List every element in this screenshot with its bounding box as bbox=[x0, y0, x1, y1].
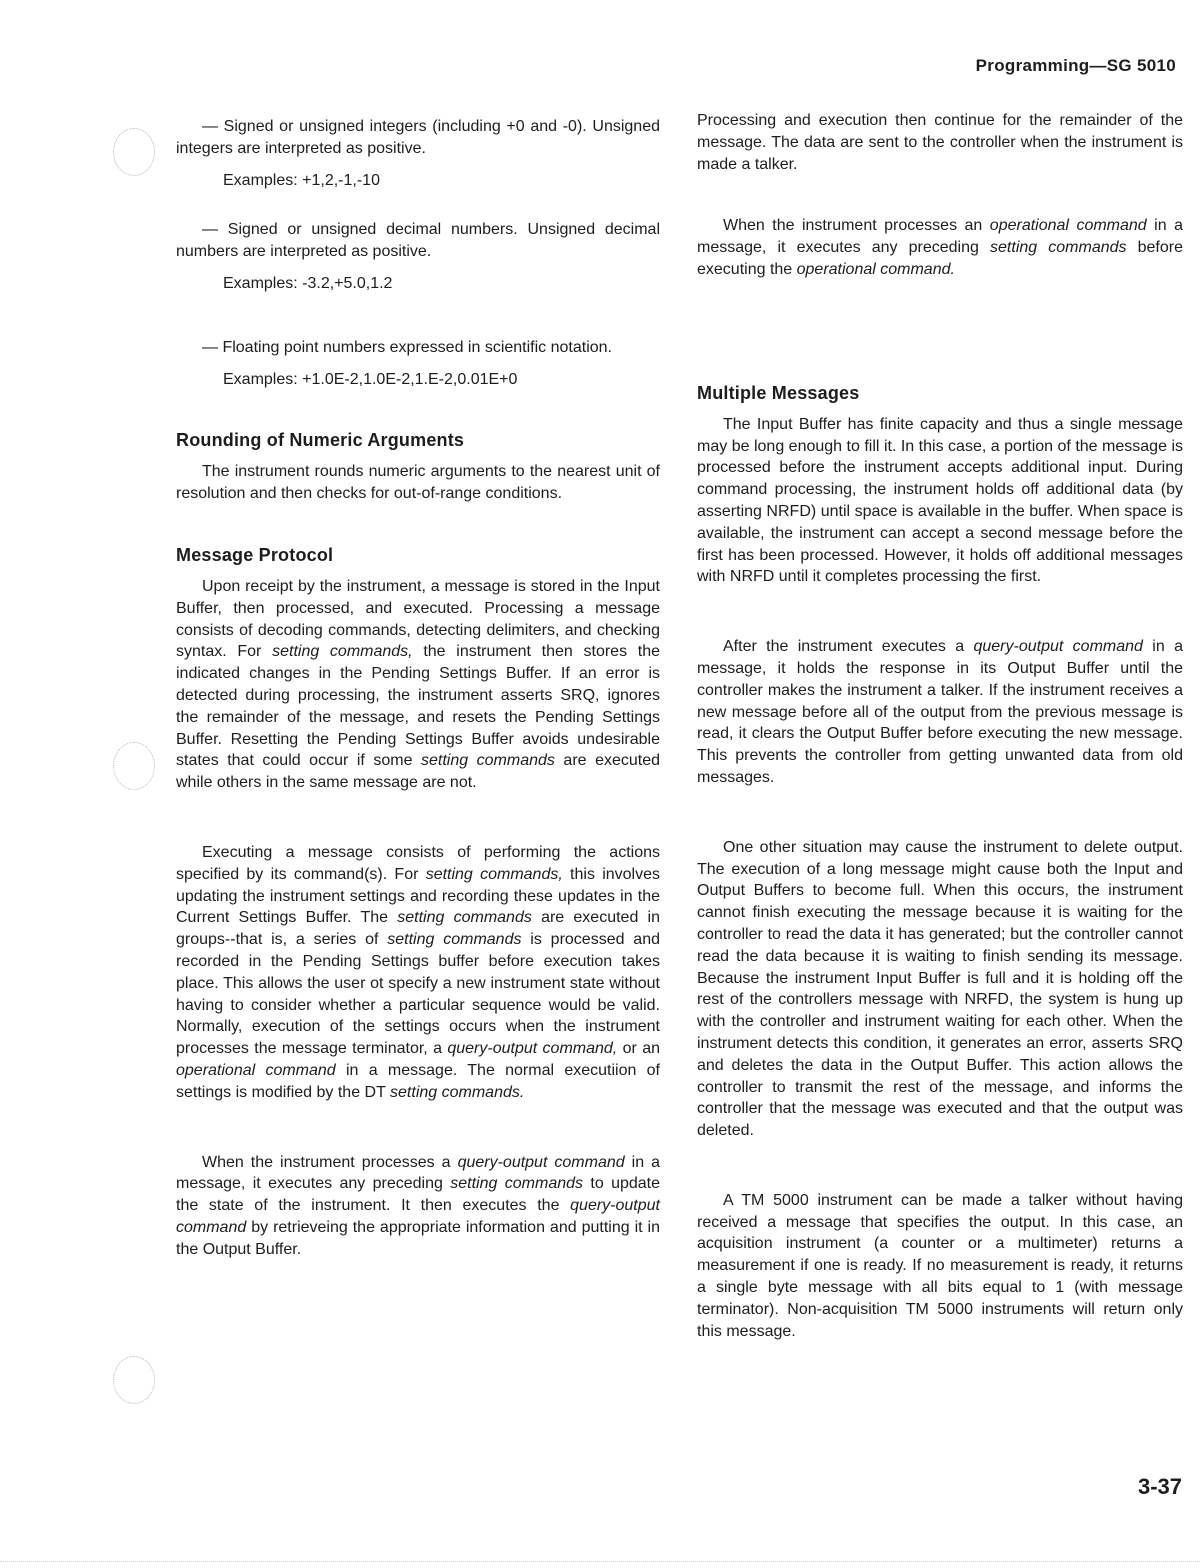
bullet-decimals: — Signed or unsigned decimal numbers. Unsigned decimal numbers are interpreted as positive. bbox=[176, 221, 660, 261]
continuation-paragraph: Processing and execution then continue for the remainder of the message. The data are sent to the controller when the instrument is made a talker. bbox=[697, 112, 1183, 173]
multiple-paragraph-1: The Input Buffer has finite capacity and thus a single message may be long enough to fill it. In this case, a portion of the message is processed before the instrument accepts additional input. During command processing, the instrument holds off additional data (by asserting NRFD) until space is available in the buffer. When space is available, the instrument can accept a second message before the first has been processed. However, it holds off additional messages with NRFD until it completes processing the first. bbox=[697, 415, 1183, 586]
left-column bbox=[176, 116, 660, 1260]
protocol-paragraph-2: Executing a message consists of performing the actions specified by its command(s). For setting commands, this involves updating the instrument settings and recording these updates in the Current Settings Buffer. The setting commands are executed in groups--that is, a series of setting commands is processed and recorded in the Pending Settings buffer before execution takes place. This allows the user ot specify a new instrument state without having to consider whether a particular sequence would be valid. Normally, execution of the settings occurs when the instrument processes the message terminator, a query-output command, or an operational command in a message. The normal executiion of settings is modified by the DT setting commands. bbox=[176, 843, 661, 1101]
protocol-paragraph-3: When the instrument processes a query-output command in a message, it executes any preceding setting commands to update the state of the instrument. It then executes the query-output command by retrieveing the appropriate information and putting it in the Output Buffer. bbox=[176, 1153, 661, 1258]
multiple-messages-heading: Multiple Messages bbox=[697, 382, 860, 403]
rounding-heading: Rounding of Numeric Arguments bbox=[176, 430, 465, 451]
bottom-edge-mark bbox=[0, 1561, 1200, 1568]
multiple-paragraph-2: After the instrument executes a query-output command in a message, it holds the response in its Output Buffer until the controller makes the instrument a talker. If the instrument receives a new message before all of the output from the previous message is read, it clears the Output Buffer before executing the new message. This prevents the controller from getting unwanted data from old messages. bbox=[697, 638, 1184, 786]
running-head: Programming—SG 5010 bbox=[975, 56, 1176, 75]
bullet-floating: — Floating point numbers expressed in scientific notation. bbox=[202, 338, 612, 356]
example-decimals: Examples: -3.2,+5.0,1.2 bbox=[223, 274, 393, 292]
right-column bbox=[697, 110, 1183, 1342]
page-number: 3-37 bbox=[1137, 1474, 1182, 1499]
protocol-paragraph-1: Upon receipt by the instrument, a message is stored in the Input Buffer, then processed, and executed. Processing a message consists of decoding commands, detecting delimiters, and checking syntax. For setting commands, the instrument then stores the indicated changes in the Pending Settings Buffer. If an error is detected during processing, the instrument asserts SRQ, ignores the remainder of the message, and resets the Pending Settings Buffer. Resetting the Pending Settings Buffer avoids undesirable states that could occur if some setting commands are executed while others in the same message are not. bbox=[176, 577, 661, 792]
multiple-paragraph-4: A TM 5000 instrument can be made a talker without having received a message that specifies the output. In this case, an acquisition instrument (a counter or a multimeter) returns a measurement if one is ready. If no measurement is ready, it returns a single byte message with all bits equal to 1 (with message terminator). Non-acquisition TM 5000 instruments will return only this message. bbox=[697, 1191, 1183, 1340]
rounding-paragraph: The instrument rounds numeric arguments to the nearest unit of resolution and then checks for out-of-range conditions. bbox=[176, 463, 660, 503]
protocol-heading: Message Protocol bbox=[176, 544, 334, 565]
punch-hole-mark bbox=[113, 742, 155, 790]
example-integers: Examples: +1,2,-1,-10 bbox=[223, 171, 380, 189]
multiple-paragraph-3: One other situation may cause the instrument to delete output. The execution of a long message might cause both the Input and Output Buffers to become full. When this occurs, the instrument cannot finish executing the message because it is waiting for the controller to read the data it has generated; but the controller cannot read the data because it is waiting to finish sending its message. Because the instrument Input Buffer is full and it is holding off the rest of the controllers message with NRFD, the system is hung up with the controller and instrument waiting for each other. When the instrument detects this condition, it generates an error, asserts SRQ and deletes the data in the Output Buffer. This action allows the controller to transmit the rest of the message, and informs the controller that the message was executed and that the output was deleted. bbox=[697, 838, 1183, 1140]
example-floating: Examples: +1.0E-2,1.0E-2,1.E-2,0.01E+0 bbox=[223, 370, 518, 388]
operational-paragraph: When the instrument processes an operational command in a message, it executes any preceding setting commands before executing the operational command. bbox=[697, 217, 1184, 278]
punch-hole-mark bbox=[113, 128, 155, 176]
bullet-integers: — Signed or unsigned integers (including +0 and -0). Unsigned integers are interpreted as positive. bbox=[176, 118, 660, 157]
punch-hole-mark bbox=[113, 1356, 155, 1404]
